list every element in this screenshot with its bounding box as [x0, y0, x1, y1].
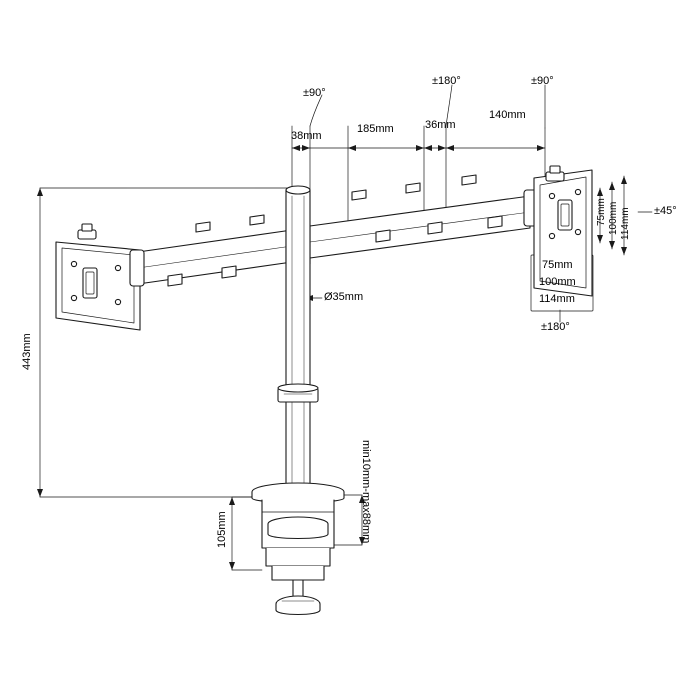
label-desk-thickness: min10mm-max88mm	[360, 440, 372, 544]
label-rotation-center: ±180°	[432, 75, 461, 87]
label-vesa-right-100mm: 100mm	[608, 201, 619, 235]
label-clamp-105mm: 105mm	[216, 511, 228, 548]
label-tilt-45: ±45°	[654, 205, 677, 217]
label-segment-185mm: 185mm	[357, 123, 394, 135]
label-vesa-right-114mm: 114mm	[620, 207, 631, 240]
label-rotation-left-arm: ±90°	[303, 87, 326, 99]
label-segment-38mm: 38mm	[291, 130, 322, 142]
label-segment-36mm: 36mm	[425, 119, 456, 131]
label-vesa-box-114mm: 114mm	[539, 293, 575, 305]
label-rotation-right-arm: ±90°	[531, 75, 554, 87]
label-vesa-right-75mm: 75mm	[596, 198, 607, 226]
label-screen-rotation-180: ±180°	[541, 321, 570, 333]
label-vesa-box-75mm: 75mm	[542, 259, 573, 271]
label-vesa-box-100mm: 100mm	[539, 276, 576, 288]
label-segment-140mm: 140mm	[489, 109, 526, 121]
label-pole-diameter: Ø35mm	[324, 291, 364, 303]
label-height-443mm: 443mm	[21, 333, 33, 370]
